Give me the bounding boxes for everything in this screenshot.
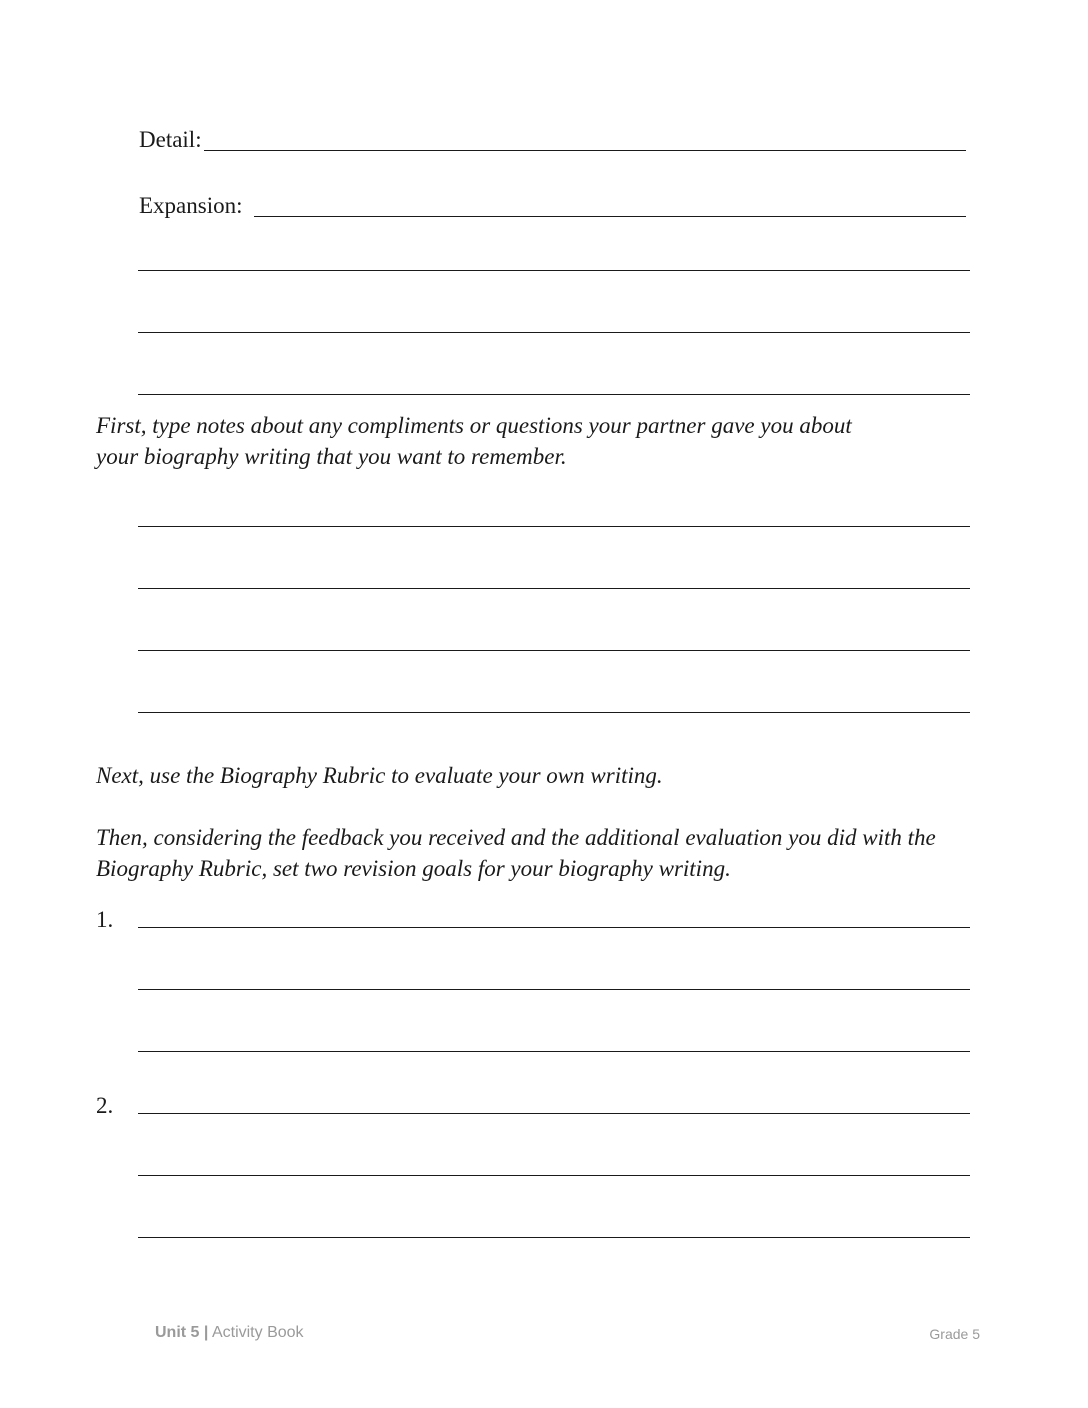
- goal-2-line[interactable]: [138, 1113, 970, 1114]
- footer-unit: Unit 5: [155, 1324, 200, 1341]
- feedback-notes-prompt: First, type notes about any compliments or questions your partner gave you about your biography writing that you want to remember.: [96, 413, 852, 469]
- detail-answer-line[interactable]: [204, 150, 966, 151]
- expansion-label: Expansion:: [139, 193, 243, 218]
- feedback-notes-line[interactable]: [138, 526, 970, 527]
- expansion-answer-line[interactable]: [138, 332, 970, 333]
- expansion-answer-line[interactable]: [138, 270, 970, 271]
- goal-1-number: 1.: [96, 907, 114, 932]
- footer-separator: |: [203, 1324, 209, 1341]
- expansion-answer-line[interactable]: [254, 216, 966, 217]
- footer-book: Activity Book: [211, 1324, 304, 1341]
- rubric-evaluation-prompt: Next, use the Biography Rubric to evaluate your own writing.: [96, 763, 663, 788]
- goal-1-line[interactable]: [138, 927, 970, 928]
- detail-label: Detail:: [139, 127, 202, 152]
- footer-grade: Grade 5: [929, 1326, 980, 1342]
- footer-unit-book: [155, 1324, 304, 1342]
- feedback-notes-line[interactable]: [138, 712, 970, 713]
- goal-2-number: 2.: [96, 1093, 114, 1118]
- feedback-notes-line[interactable]: [138, 650, 970, 651]
- goal-2-line[interactable]: [138, 1237, 970, 1238]
- goal-1-line[interactable]: [138, 1051, 970, 1052]
- expansion-answer-line[interactable]: [138, 394, 970, 395]
- goal-1-line[interactable]: [138, 989, 970, 990]
- revision-goals-prompt: Then, considering the feedback you received and the additional evaluation you did with the Biography Rubric, set two revision goals for your biography writing.: [96, 825, 936, 881]
- goal-2-line[interactable]: [138, 1175, 970, 1176]
- feedback-notes-line[interactable]: [138, 588, 970, 589]
